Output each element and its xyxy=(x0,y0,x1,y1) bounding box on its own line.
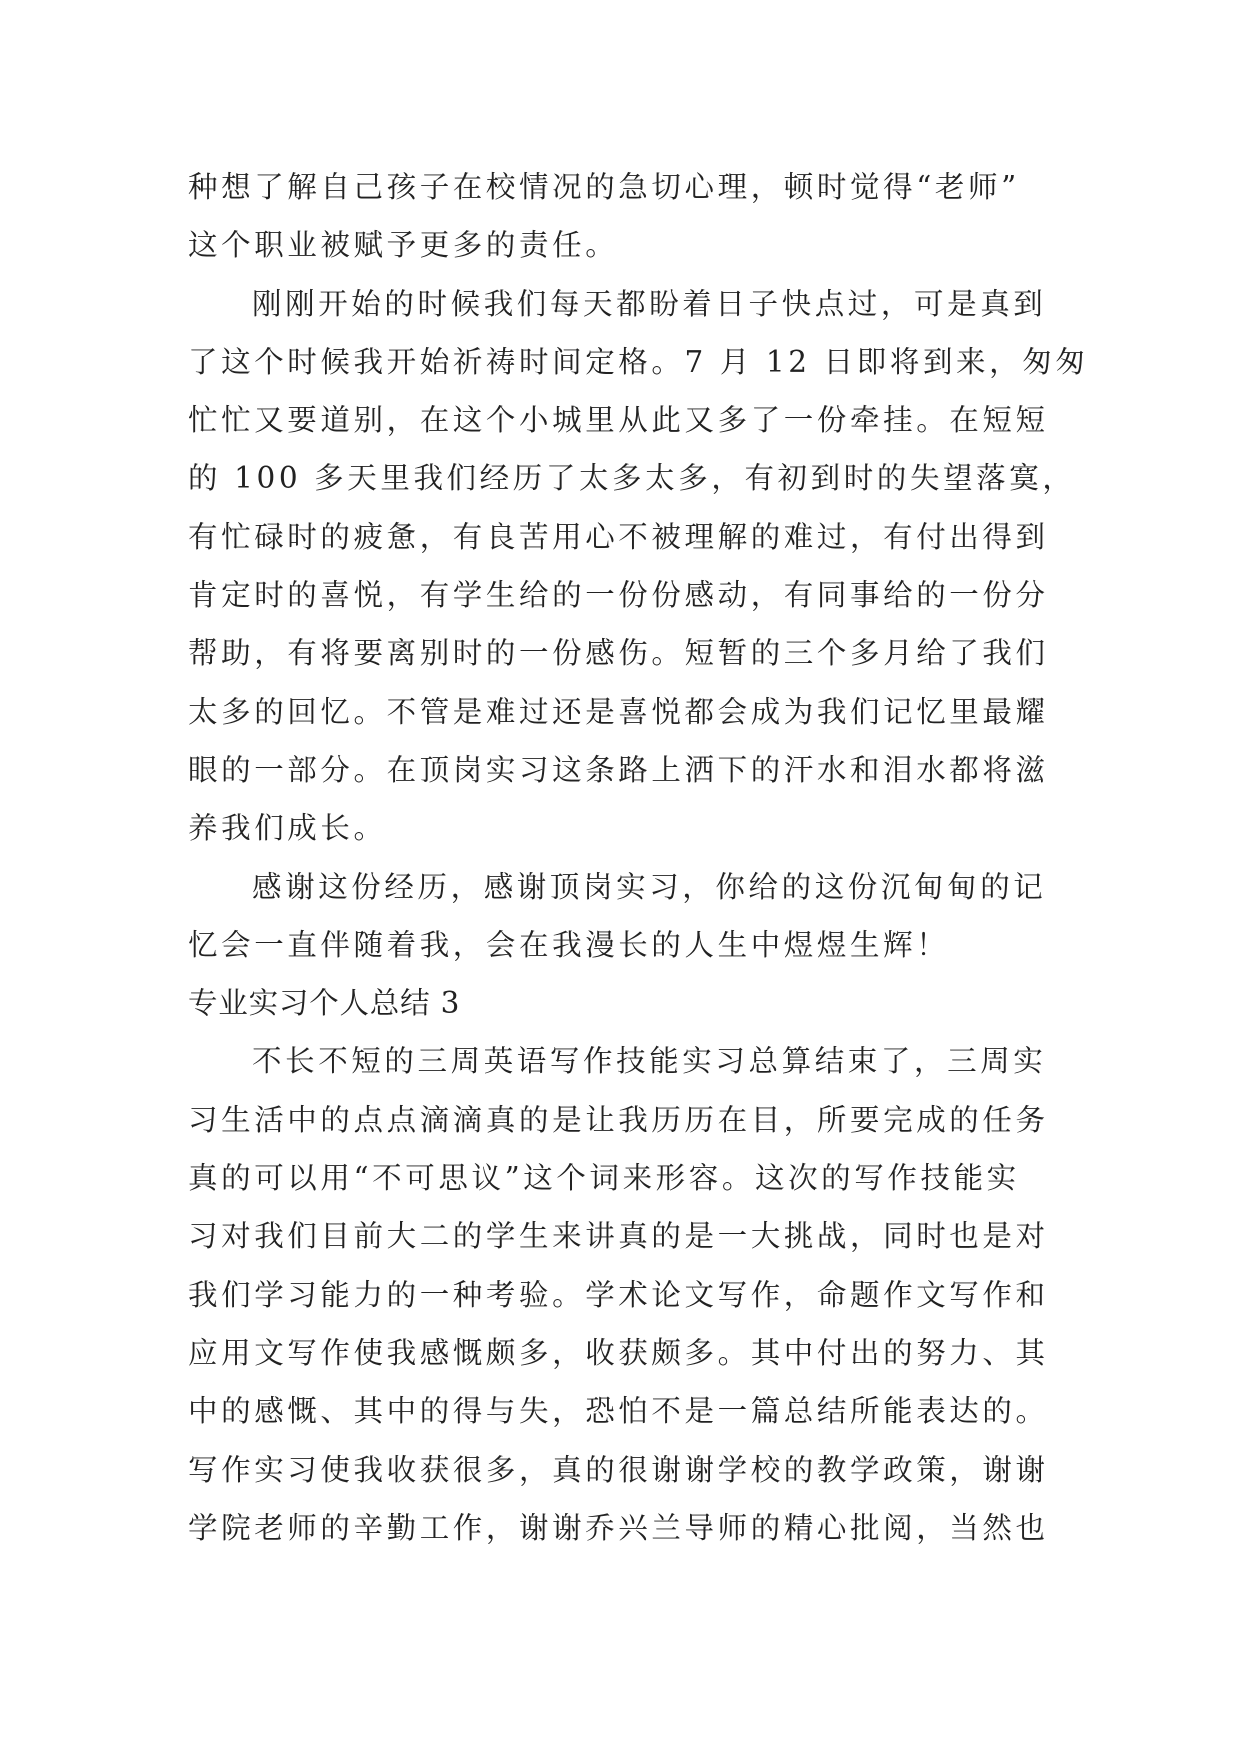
paragraph-line: 这个职业被赋予更多的责任。 xyxy=(188,228,619,263)
paragraph-line: 中的感慨、其中的得与失，恐怕不是一篇总结所能表达的。 xyxy=(188,1394,1049,1429)
document-body xyxy=(188,158,1089,1557)
paragraph-line: 真的可以用“不可思议”这个词来形容。这次的写作技能实 xyxy=(188,1161,1020,1196)
paragraph-line: 有忙碌时的疲惫，有良苦用心不被理解的难过，有付出得到 xyxy=(188,519,1049,554)
paragraph-line: 习生活中的点点滴滴真的是让我历历在目，所要完成的任务 xyxy=(188,1102,1049,1137)
paragraph-line: 感谢这份经历，感谢顶岗实习，你给的这份沉甸甸的记 xyxy=(252,869,1047,904)
paragraph-line: 太多的回忆。不管是难过还是喜悦都会成为我们记忆里最耀 xyxy=(188,694,1049,729)
paragraph-line: 应用文写作使我感慨颇多，收获颇多。其中付出的努力、其 xyxy=(188,1335,1049,1370)
paragraph-line: 养我们成长。 xyxy=(188,811,387,846)
paragraph-line: 种想了解自己孩子在校情况的急切心理，顿时觉得“老师” xyxy=(188,170,1020,204)
paragraph-line: 眼的一部分。在顶岗实习这条路上洒下的汗水和泪水都将滋 xyxy=(188,752,1049,787)
paragraph-line: 学院老师的辛勤工作，谢谢乔兴兰导师的精心批阅，当然也 xyxy=(188,1510,1049,1545)
paragraph-line: 了这个时候我开始祈祷时间定格。7 月 12 日即将到来，匆匆 xyxy=(188,344,1089,379)
paragraph-line: 不长不短的三周英语写作技能实习总算结束了，三周实 xyxy=(252,1044,1047,1079)
section-heading: 专业实习个人总结 3 xyxy=(188,986,461,1021)
paragraph-line: 刚刚开始的时候我们每天都盼着日子快点过，可是真到 xyxy=(252,286,1047,321)
paragraph-line: 写作实习使我收获很多，真的很谢谢学校的教学政策，谢谢 xyxy=(188,1452,1049,1487)
paragraph-line: 肯定时的喜悦，有学生给的一份份感动，有同事给的一份分 xyxy=(188,578,1049,613)
paragraph-line: 我们学习能力的一种考验。学术论文写作，命题作文写作和 xyxy=(188,1277,1049,1312)
paragraph-line: 帮助，有将要离别时的一份感伤。短暂的三个多月给了我们 xyxy=(188,636,1049,671)
paragraph-line: 忆会一直伴随着我，会在我漫长的人生中煜煜生辉！ xyxy=(188,927,950,962)
paragraph-line: 习对我们目前大二的学生来讲真的是一大挑战，同时也是对 xyxy=(188,1219,1049,1254)
paragraph-line: 忙忙又要道别，在这个小城里从此又多了一份牵挂。在短短 xyxy=(188,403,1049,438)
paragraph-line: 的 100 多天里我们经历了太多太多，有初到时的失望落寞， xyxy=(188,461,1076,496)
